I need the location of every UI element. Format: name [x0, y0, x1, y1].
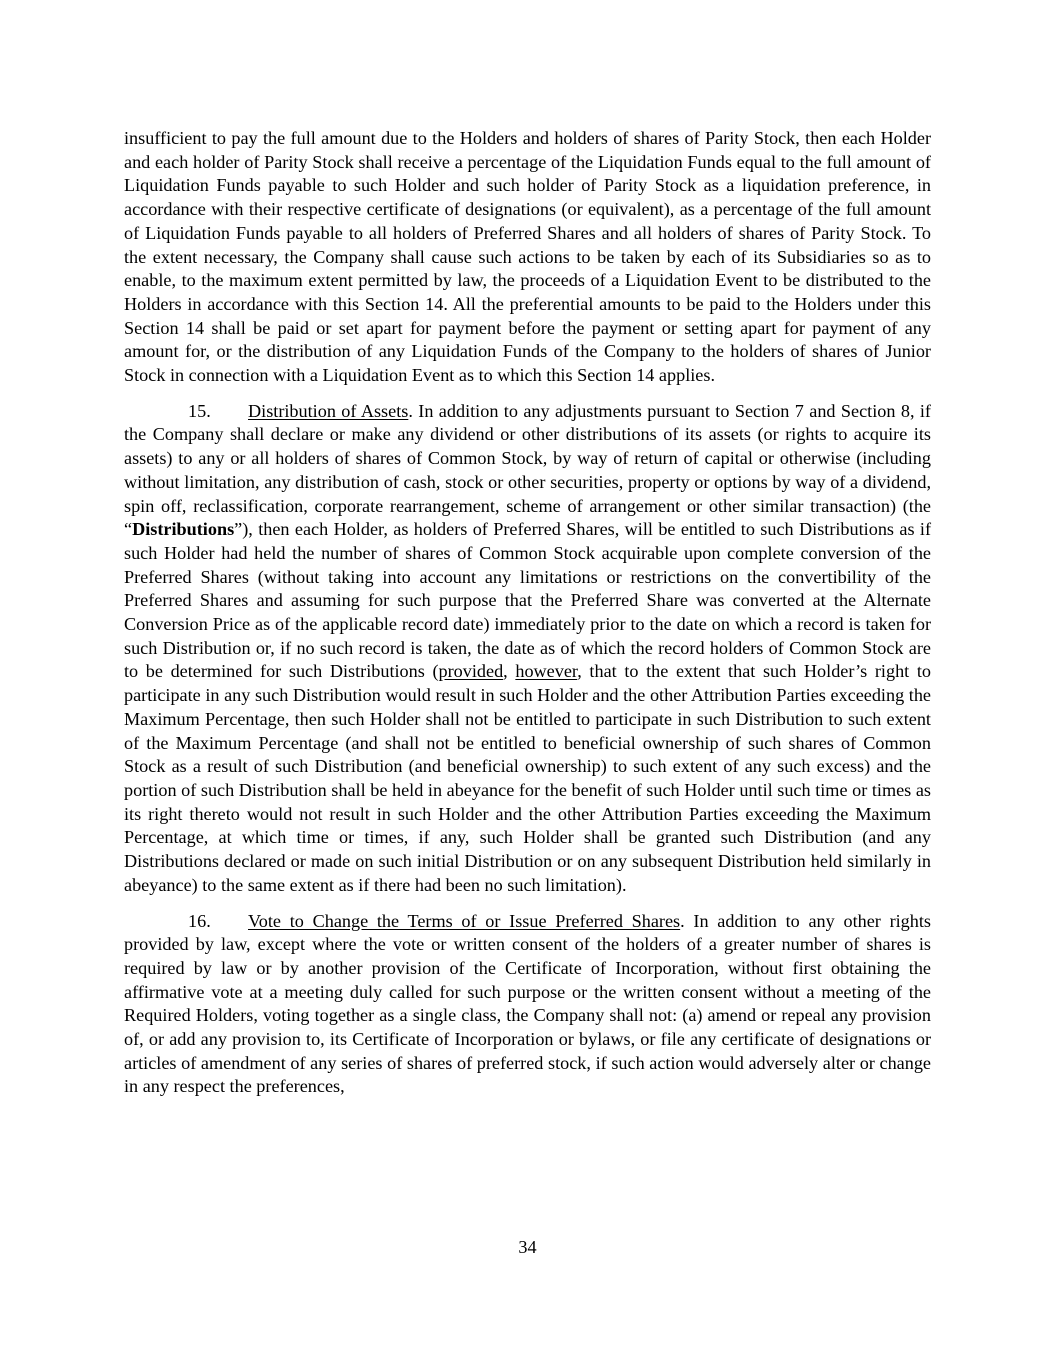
section-16-heading: Vote to Change the Terms of or Issue Preferred Shares [248, 910, 681, 931]
however-term: however [515, 661, 578, 682]
page-number: 34 [518, 1237, 537, 1257]
section-15-text: , that to the extent that such Holder’s right to participate in any such Distribution would result in such Holder and the other Attribution Parties exceeding the Maximum Percentage, then such Holder shall not be entitled to participate in such Distribution to such extent of the Maximum Percentage (and shall not be entitled to beneficial ownership of such shares of Common Stock as a result of such Distribution (and beneficial ownership) to such extent of any such excess) and the portion of such Distribution shall be held in abeyance for the benefit of such Holder until such time or times as its right thereto would not result in such Holder and the other Attribution Parties exceeding the Maximum Percentage, at which time or times, if any, such Holder shall be granted such Distribution (and any Distributions declared or made on such initial Distribution or on any subsequent Distribution held similarly in abeyance) to the same extent as if there had been no such limitation). [124, 661, 931, 895]
section-15-paragraph [124, 400, 931, 898]
section-15-text: . In addition to any adjustments pursuant to Section 7 and Section 8, if the Company shall declare or make any dividend or other distributions of its assets (or rights to acquire its assets) to any or all holders of shares of Common Stock, by way of return of capital or otherwise (including without limitation, any distribution of cash, stock or other securities, property or options by way of a dividend, spin off, reclassification, corporate rearrangement, scheme of arrangement or other similar transaction) (the “ [124, 400, 931, 540]
paragraph-continuation: insufficient to pay the full amount due to the Holders and holders of shares of Parity Stock, then each Holder and each holder of Parity Stock shall receive a percentage of the Liquidation Funds equal to the full amount of Liquidation Funds payable to such Holder and such holder of Parity Stock as a liquidation preference, in accordance with their respective certificate of designations (or equivalent), as a percentage of the full amount of Liquidation Funds payable to all holders of Preferred Shares and all holders of shares of Parity Stock. To the extent necessary, the Company shall cause such actions to be taken by each of its Subsidiaries so as to enable, to the maximum extent permitted by law, the proceeds of a Liquidation Event to be distributed to the Holders in accordance with this Section 14. All the preferential amounts to be paid to the Holders under this Section 14 shall be paid or set apart for payment before the payment or setting apart for payment of any amount for, or the distribution of any Liquidation Funds of the Company to the holders of shares of Junior Stock in connection with a Liquidation Event as to which this Section 14 applies. [124, 128, 931, 386]
section-15-number: 15. [188, 400, 211, 421]
document-page [124, 127, 931, 1099]
section-15-text: , [503, 661, 516, 682]
section-16-text: . In addition to any other rights provided by law, except where the vote or written consent of the holders of a greater number of shares is required by law or by another provision of the Certificate of Incorporation, without first obtaining the affirmative vote at a meeting duly called for such purpose or the written consent without a meeting of the Required Holders, voting together as a single class, the Company shall not: (a) amend or repeal any provision of, or add any provision to, its Certificate of Incorporation or bylaws, or file any certificate of designations or articles of amendment of any series of shares of preferred stock, if such action would adversely alter or change in any respect the preferences, [124, 910, 931, 1097]
section-15-heading: Distribution of Assets [248, 400, 409, 421]
section-15-text: ”), then each Holder, as holders of Preferred Shares, will be entitled to such Distributions as if such Holder had held the number of shares of Common Stock acquirable upon complete conversion of the Preferred Shares (without taking into account any limitations or restrictions on the convertibility of the Preferred Shares and assuming for such purpose that the Preferred Share was converted at the Alternate Conversion Price as of the applicable record date) immediately prior to the date on which a record is taken for such Distribution or, if no such record is taken, the date as of which the record holders of Common Stock are to be determined for such Distributions ( [124, 519, 931, 682]
section-16-number: 16. [188, 910, 211, 931]
provided-term: provided [438, 661, 504, 682]
section-16-paragraph [124, 910, 931, 1100]
defined-term-distributions: Distributions [132, 519, 235, 540]
